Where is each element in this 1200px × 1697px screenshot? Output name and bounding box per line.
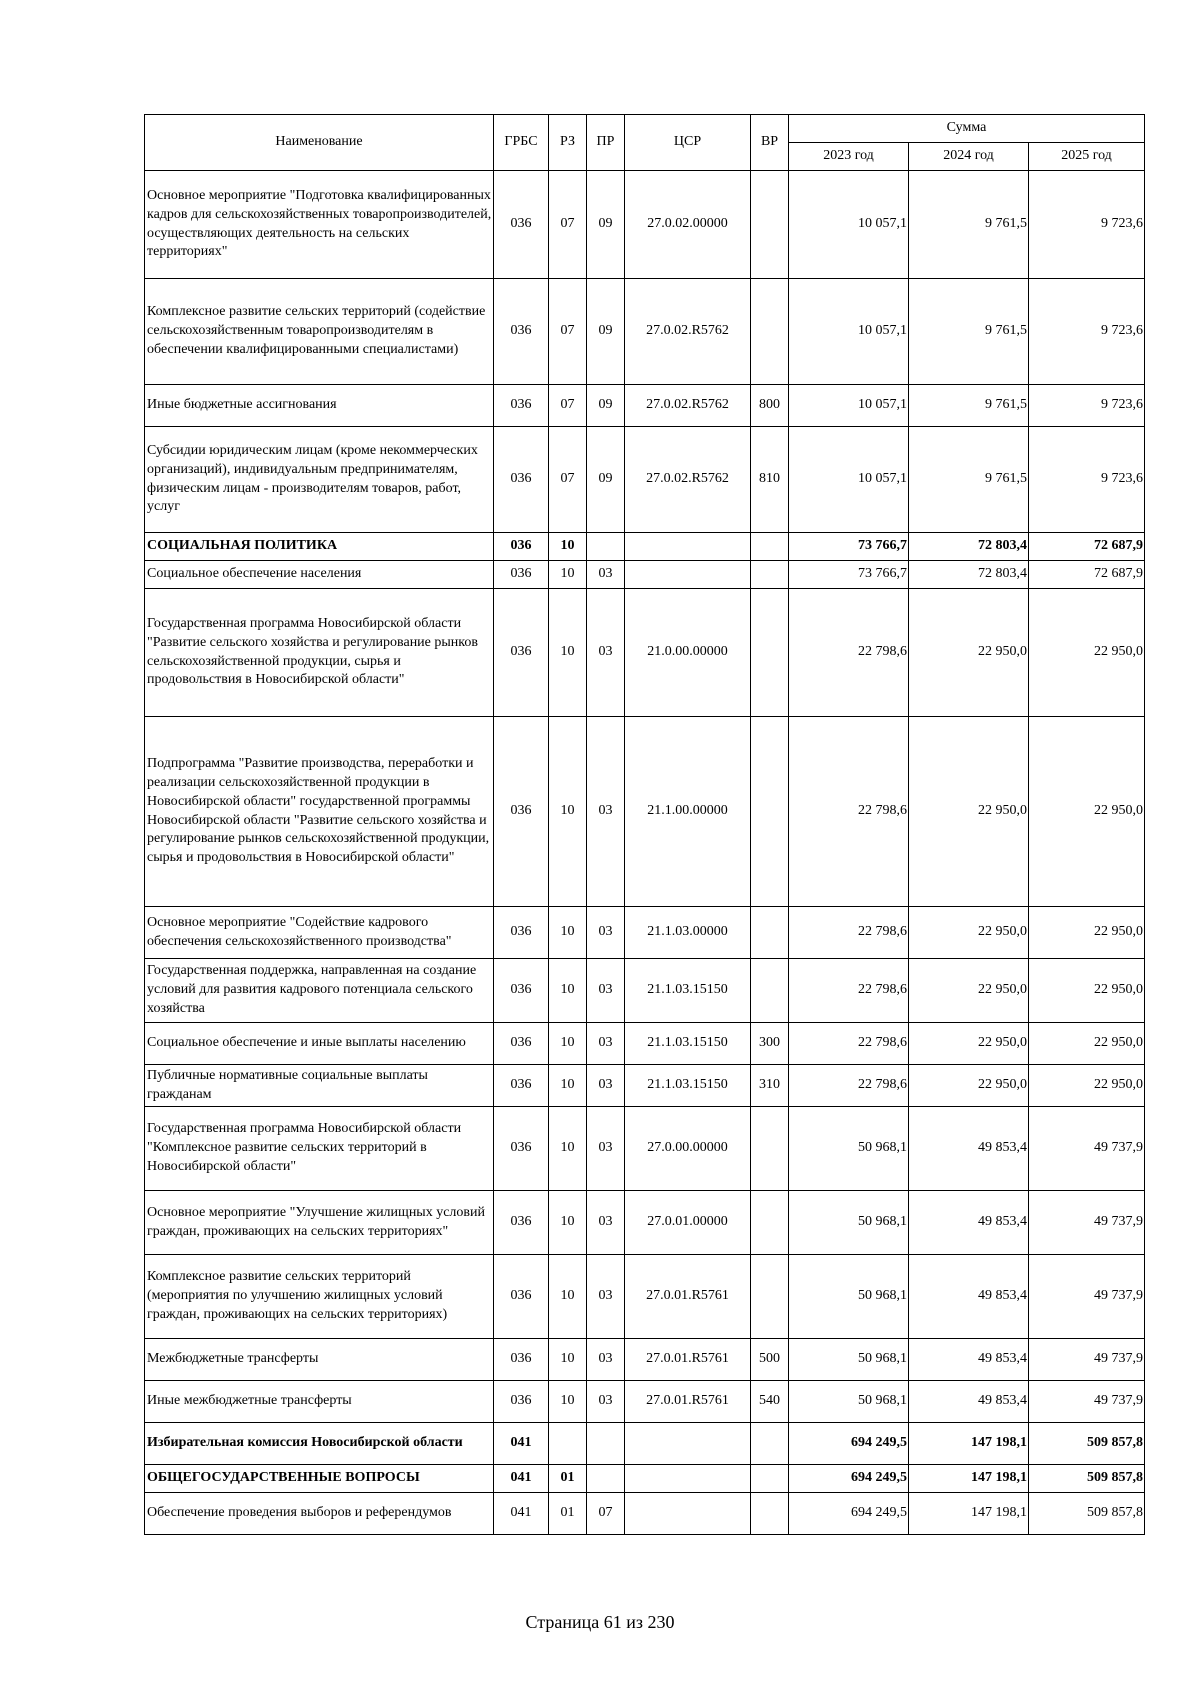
row-grbs: 036	[494, 1107, 549, 1191]
row-csr: 27.0.00.00000	[625, 1107, 751, 1191]
row-sum-2023: 22 798,6	[789, 717, 909, 907]
row-grbs: 036	[494, 589, 549, 717]
row-sum-2025: 9 723,6	[1029, 171, 1145, 279]
row-csr: 21.1.03.15150	[625, 1065, 751, 1107]
row-vr	[751, 1423, 789, 1465]
row-pr	[587, 1465, 625, 1493]
row-sum-2024: 147 198,1	[909, 1465, 1029, 1493]
row-rz: 10	[549, 533, 587, 561]
row-csr	[625, 1493, 751, 1535]
row-rz: 07	[549, 171, 587, 279]
row-sum-2023: 10 057,1	[789, 279, 909, 385]
row-rz: 10	[549, 1065, 587, 1107]
table-row	[145, 1465, 1145, 1493]
row-sum-2023: 50 968,1	[789, 1381, 909, 1423]
table-row	[145, 561, 1145, 589]
table-row	[145, 589, 1145, 717]
table-row	[145, 1381, 1145, 1423]
row-sum-2025: 22 950,0	[1029, 907, 1145, 959]
header-name: Наименование	[145, 115, 494, 171]
row-sum-2025: 49 737,9	[1029, 1191, 1145, 1255]
row-name: Подпрограмма "Развитие производства, переработки и реализации сельскохозяйственной продукции в Новосибирской области" государственной программы Новосибирской области "Развитие сельского хозяйства и регулирование рынков сельскохозяйственной продукции, сырья и продовольствия в Новосибирской области"	[145, 717, 494, 907]
row-csr: 27.0.01.R5761	[625, 1381, 751, 1423]
row-grbs: 036	[494, 1381, 549, 1423]
table-row	[145, 1065, 1145, 1107]
row-rz: 10	[549, 1023, 587, 1065]
row-sum-2025: 9 723,6	[1029, 385, 1145, 427]
table-row	[145, 1339, 1145, 1381]
row-sum-2025: 22 950,0	[1029, 589, 1145, 717]
row-sum-2025: 72 687,9	[1029, 533, 1145, 561]
row-vr	[751, 1107, 789, 1191]
table-row	[145, 279, 1145, 385]
row-csr: 27.0.02.00000	[625, 171, 751, 279]
table-row	[145, 1191, 1145, 1255]
header-grbs: ГРБС	[494, 115, 549, 171]
row-csr: 21.1.03.00000	[625, 907, 751, 959]
row-sum-2025: 509 857,8	[1029, 1493, 1145, 1535]
row-csr	[625, 561, 751, 589]
row-grbs: 036	[494, 385, 549, 427]
row-sum-2024: 49 853,4	[909, 1339, 1029, 1381]
row-pr: 03	[587, 717, 625, 907]
row-sum-2024: 22 950,0	[909, 1023, 1029, 1065]
row-csr	[625, 1423, 751, 1465]
row-pr	[587, 1423, 625, 1465]
row-vr	[751, 171, 789, 279]
row-csr: 27.0.02.R5762	[625, 279, 751, 385]
row-name: Государственная поддержка, направленная на создание условий для развития кадрового потенциала сельского хозяйства	[145, 959, 494, 1023]
row-name: Публичные нормативные социальные выплаты гражданам	[145, 1065, 494, 1107]
row-pr: 03	[587, 1255, 625, 1339]
row-sum-2023: 10 057,1	[789, 171, 909, 279]
row-grbs: 041	[494, 1493, 549, 1535]
row-sum-2025: 9 723,6	[1029, 279, 1145, 385]
row-sum-2025: 49 737,9	[1029, 1255, 1145, 1339]
row-rz	[549, 1423, 587, 1465]
row-sum-2023: 50 968,1	[789, 1191, 909, 1255]
row-sum-2024: 9 761,5	[909, 385, 1029, 427]
row-sum-2024: 147 198,1	[909, 1423, 1029, 1465]
page-number: Страница 61 из 230	[525, 1612, 675, 1632]
row-name: Основное мероприятие "Подготовка квалифицированных кадров для сельскохозяйственных товаропроизводителей, осуществляющих деятельность на сельских территориях"	[145, 171, 494, 279]
row-rz: 10	[549, 907, 587, 959]
row-grbs: 036	[494, 1339, 549, 1381]
row-grbs: 036	[494, 533, 549, 561]
row-sum-2024: 9 761,5	[909, 427, 1029, 533]
row-sum-2024: 49 853,4	[909, 1107, 1029, 1191]
row-pr	[587, 533, 625, 561]
row-pr: 03	[587, 1107, 625, 1191]
table-row	[145, 533, 1145, 561]
row-sum-2025: 49 737,9	[1029, 1381, 1145, 1423]
row-csr	[625, 1465, 751, 1493]
row-name: Субсидии юридическим лицам (кроме некоммерческих организаций), индивидуальным предпринимателям, физическим лицам - производителям товаров, работ, услуг	[145, 427, 494, 533]
row-pr: 03	[587, 1023, 625, 1065]
row-sum-2023: 50 968,1	[789, 1107, 909, 1191]
row-grbs: 036	[494, 907, 549, 959]
row-sum-2025: 22 950,0	[1029, 1065, 1145, 1107]
row-vr: 500	[751, 1339, 789, 1381]
row-name: Социальное обеспечение населения	[145, 561, 494, 589]
header-year-2024: 2024 год	[909, 143, 1029, 171]
row-sum-2023: 73 766,7	[789, 533, 909, 561]
row-pr: 03	[587, 1381, 625, 1423]
row-name: Государственная программа Новосибирской области "Комплексное развитие сельских территорий в Новосибирской области"	[145, 1107, 494, 1191]
row-rz: 10	[549, 717, 587, 907]
table-body	[145, 171, 1145, 1535]
row-sum-2025: 22 950,0	[1029, 717, 1145, 907]
row-name: Основное мероприятие "Улучшение жилищных условий граждан, проживающих на сельских территориях"	[145, 1191, 494, 1255]
row-name: Комплексное развитие сельских территорий (содействие сельскохозяйственным товаропроизводителям в обеспечении квалифицированными специалистами)	[145, 279, 494, 385]
row-name: Избирательная комиссия Новосибирской области	[145, 1423, 494, 1465]
row-name: Иные межбюджетные трансферты	[145, 1381, 494, 1423]
row-sum-2023: 50 968,1	[789, 1255, 909, 1339]
row-pr: 03	[587, 1339, 625, 1381]
row-sum-2024: 49 853,4	[909, 1255, 1029, 1339]
row-rz: 10	[549, 1381, 587, 1423]
row-vr: 800	[751, 385, 789, 427]
row-vr	[751, 533, 789, 561]
row-grbs: 041	[494, 1465, 549, 1493]
row-rz: 07	[549, 385, 587, 427]
table-row	[145, 907, 1145, 959]
row-sum-2023: 694 249,5	[789, 1423, 909, 1465]
row-sum-2025: 22 950,0	[1029, 1023, 1145, 1065]
row-pr: 09	[587, 279, 625, 385]
table-row	[145, 427, 1145, 533]
row-rz: 01	[549, 1493, 587, 1535]
row-csr	[625, 533, 751, 561]
header-sum: Сумма	[789, 115, 1145, 143]
row-csr: 21.0.00.00000	[625, 589, 751, 717]
row-sum-2023: 10 057,1	[789, 427, 909, 533]
row-sum-2023: 22 798,6	[789, 589, 909, 717]
row-rz: 01	[549, 1465, 587, 1493]
row-grbs: 036	[494, 717, 549, 907]
table-row	[145, 1107, 1145, 1191]
header-rz: РЗ	[549, 115, 587, 171]
row-vr	[751, 279, 789, 385]
row-csr: 21.1.00.00000	[625, 717, 751, 907]
header-pr: ПР	[587, 115, 625, 171]
row-rz: 10	[549, 1255, 587, 1339]
row-vr	[751, 1493, 789, 1535]
table-row	[145, 385, 1145, 427]
row-grbs: 036	[494, 561, 549, 589]
row-rz: 07	[549, 427, 587, 533]
row-csr: 27.0.01.R5761	[625, 1339, 751, 1381]
row-name: Социальное обеспечение и иные выплаты населению	[145, 1023, 494, 1065]
row-rz: 10	[549, 561, 587, 589]
row-csr: 27.0.01.00000	[625, 1191, 751, 1255]
budget-table	[144, 114, 1145, 1535]
row-grbs: 036	[494, 1023, 549, 1065]
row-pr: 07	[587, 1493, 625, 1535]
table-row	[145, 959, 1145, 1023]
row-name: ОБЩЕГОСУДАРСТВЕННЫЕ ВОПРОСЫ	[145, 1465, 494, 1493]
row-sum-2025: 509 857,8	[1029, 1465, 1145, 1493]
row-grbs: 036	[494, 279, 549, 385]
row-rz: 07	[549, 279, 587, 385]
row-sum-2024: 72 803,4	[909, 533, 1029, 561]
row-name: Иные бюджетные ассигнования	[145, 385, 494, 427]
row-sum-2025: 72 687,9	[1029, 561, 1145, 589]
row-sum-2023: 22 798,6	[789, 1065, 909, 1107]
row-pr: 03	[587, 561, 625, 589]
row-name: Обеспечение проведения выборов и референдумов	[145, 1493, 494, 1535]
row-sum-2023: 22 798,6	[789, 1023, 909, 1065]
row-vr	[751, 1191, 789, 1255]
row-vr	[751, 717, 789, 907]
row-sum-2025: 22 950,0	[1029, 959, 1145, 1023]
row-pr: 03	[587, 1065, 625, 1107]
row-name: СОЦИАЛЬНАЯ ПОЛИТИКА	[145, 533, 494, 561]
row-csr: 27.0.02.R5762	[625, 427, 751, 533]
row-sum-2024: 9 761,5	[909, 171, 1029, 279]
row-vr	[751, 1465, 789, 1493]
row-rz: 10	[549, 1191, 587, 1255]
table-row	[145, 1255, 1145, 1339]
header-csr: ЦСР	[625, 115, 751, 171]
table-row	[145, 1493, 1145, 1535]
row-sum-2023: 22 798,6	[789, 959, 909, 1023]
row-pr: 03	[587, 1191, 625, 1255]
row-csr: 21.1.03.15150	[625, 959, 751, 1023]
row-csr: 27.0.01.R5761	[625, 1255, 751, 1339]
row-sum-2024: 22 950,0	[909, 907, 1029, 959]
row-rz: 10	[549, 1339, 587, 1381]
row-grbs: 036	[494, 1191, 549, 1255]
row-grbs: 036	[494, 1255, 549, 1339]
row-sum-2023: 22 798,6	[789, 907, 909, 959]
row-grbs: 036	[494, 427, 549, 533]
row-sum-2024: 49 853,4	[909, 1381, 1029, 1423]
row-csr: 27.0.02.R5762	[625, 385, 751, 427]
row-pr: 03	[587, 589, 625, 717]
table-row	[145, 1023, 1145, 1065]
row-sum-2024: 72 803,4	[909, 561, 1029, 589]
table-row	[145, 171, 1145, 279]
row-sum-2023: 73 766,7	[789, 561, 909, 589]
row-vr: 810	[751, 427, 789, 533]
row-sum-2023: 10 057,1	[789, 385, 909, 427]
table-row	[145, 717, 1145, 907]
row-name: Межбюджетные трансферты	[145, 1339, 494, 1381]
row-sum-2024: 9 761,5	[909, 279, 1029, 385]
row-vr: 300	[751, 1023, 789, 1065]
row-vr: 310	[751, 1065, 789, 1107]
row-grbs: 036	[494, 171, 549, 279]
row-pr: 09	[587, 385, 625, 427]
row-vr	[751, 959, 789, 1023]
row-pr: 09	[587, 171, 625, 279]
row-sum-2023: 694 249,5	[789, 1465, 909, 1493]
row-rz: 10	[549, 959, 587, 1023]
row-pr: 09	[587, 427, 625, 533]
row-pr: 03	[587, 907, 625, 959]
row-sum-2025: 9 723,6	[1029, 427, 1145, 533]
row-sum-2024: 147 198,1	[909, 1493, 1029, 1535]
row-pr: 03	[587, 959, 625, 1023]
row-sum-2025: 49 737,9	[1029, 1339, 1145, 1381]
row-vr	[751, 561, 789, 589]
row-sum-2024: 22 950,0	[909, 959, 1029, 1023]
row-rz: 10	[549, 589, 587, 717]
header-year-2023: 2023 год	[789, 143, 909, 171]
table-row	[145, 1423, 1145, 1465]
row-name: Государственная программа Новосибирской области "Развитие сельского хозяйства и регулирование рынков сельскохозяйственной продукции, сырья и продовольствия в Новосибирской области"	[145, 589, 494, 717]
row-rz: 10	[549, 1107, 587, 1191]
row-vr: 540	[751, 1381, 789, 1423]
row-name: Комплексное развитие сельских территорий (мероприятия по улучшению жилищных условий граждан, проживающих на сельских территориях)	[145, 1255, 494, 1339]
row-sum-2024: 22 950,0	[909, 717, 1029, 907]
row-sum-2023: 50 968,1	[789, 1339, 909, 1381]
header-year-2025: 2025 год	[1029, 143, 1145, 171]
row-sum-2024: 22 950,0	[909, 1065, 1029, 1107]
row-csr: 21.1.03.15150	[625, 1023, 751, 1065]
row-vr	[751, 907, 789, 959]
row-name: Основное мероприятие "Содействие кадрового обеспечения сельскохозяйственного производства"	[145, 907, 494, 959]
row-grbs: 041	[494, 1423, 549, 1465]
row-vr	[751, 589, 789, 717]
row-grbs: 036	[494, 1065, 549, 1107]
row-sum-2025: 49 737,9	[1029, 1107, 1145, 1191]
row-sum-2025: 509 857,8	[1029, 1423, 1145, 1465]
row-sum-2023: 694 249,5	[789, 1493, 909, 1535]
row-grbs: 036	[494, 959, 549, 1023]
row-sum-2024: 22 950,0	[909, 589, 1029, 717]
row-sum-2024: 49 853,4	[909, 1191, 1029, 1255]
header-vr: ВР	[751, 115, 789, 171]
row-vr	[751, 1255, 789, 1339]
